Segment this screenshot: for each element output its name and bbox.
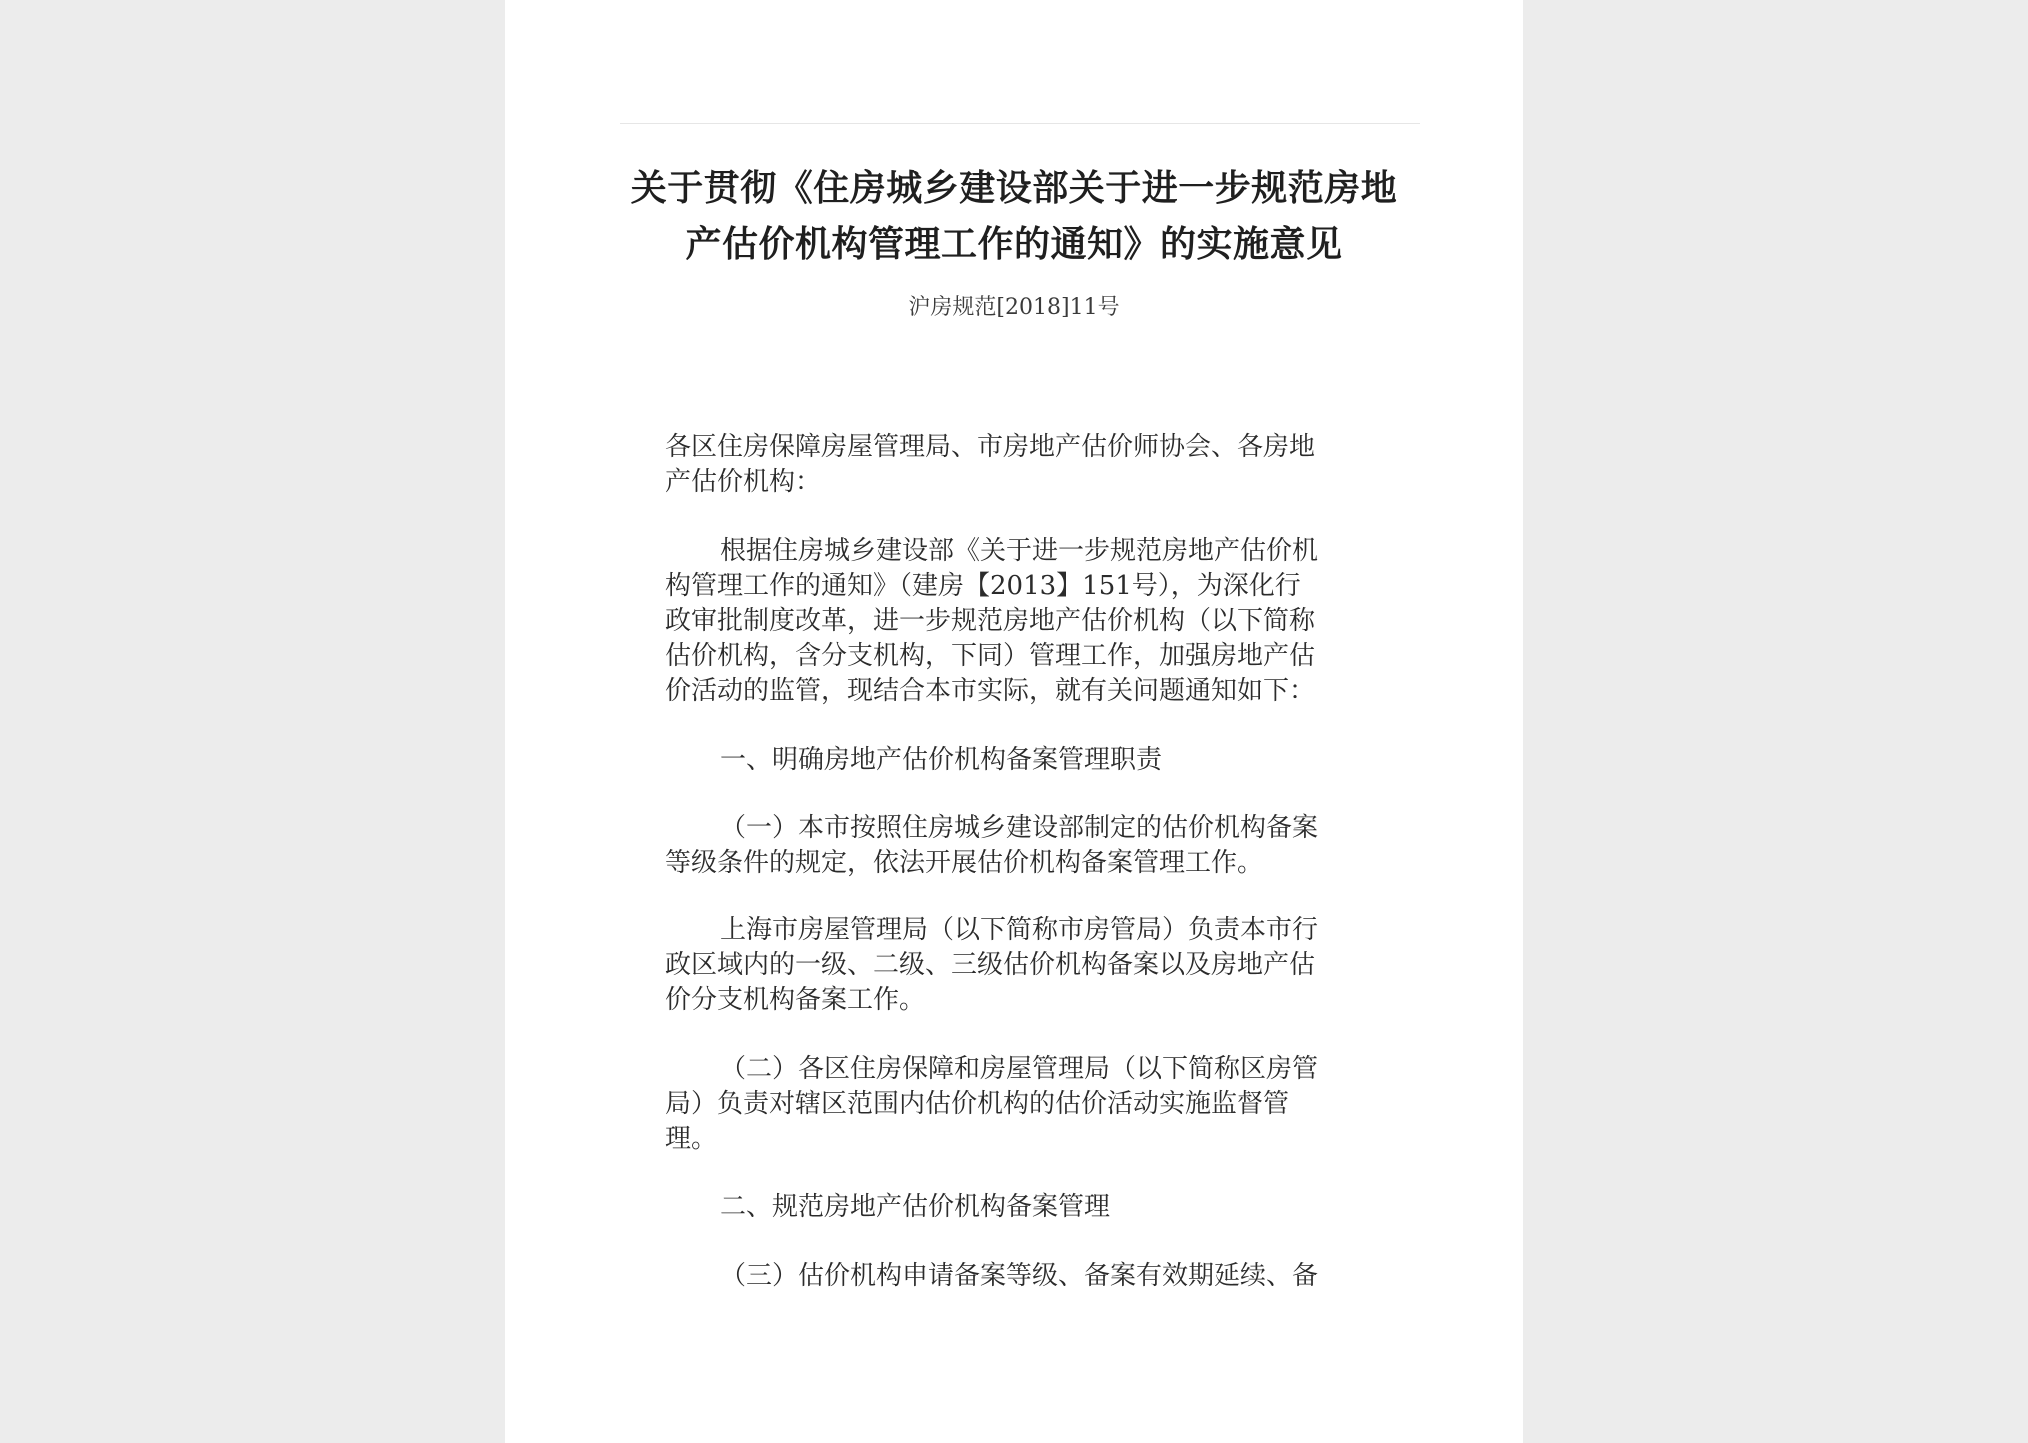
document-title: [605, 160, 1423, 272]
paragraph-item-3: [665, 1259, 1355, 1294]
paragraph-item-1: [665, 811, 1355, 881]
text-line: 政区域内的一级、二级、三级估价机构备案以及房地产估: [665, 950, 1316, 980]
text-line: 上海市房屋管理局（以下简称市房管局）负责本市行: [720, 915, 1319, 945]
title-line: 关于贯彻《住房城乡建设部关于进一步规范房地: [630, 167, 1398, 209]
text-line: 局）负责对辖区范围内估价机构的估价活动实施监督管: [665, 1089, 1290, 1119]
header-rule: [620, 123, 1420, 124]
text-line: 等级条件的规定，依法开展估价机构备案管理工作。: [665, 848, 1264, 878]
text-line: 构管理工作的通知》（建房【2013】151号），为深化行: [665, 571, 1301, 601]
paragraph-item-2: [665, 1052, 1355, 1157]
title-line: 产估价机构管理工作的通知》的实施意见: [685, 223, 1343, 265]
text-line: 政审批制度改革，进一步规范房地产估价机构（以下简称: [665, 606, 1316, 636]
paragraph-city-bureau: [665, 913, 1355, 1018]
document-number: 沪房规范[2018]11号: [908, 295, 1120, 320]
section-heading-1: [665, 743, 1355, 778]
text-line: 价活动的监管，现结合本市实际，就有关问题通知如下：: [665, 676, 1316, 706]
text-line: （三）估价机构申请备案等级、备案有效期延续、备: [720, 1261, 1319, 1291]
text-line: 二、规范房地产估价机构备案管理: [720, 1192, 1111, 1222]
text-line: 一、明确房地产估价机构备案管理职责: [720, 745, 1163, 775]
text-line: 产估价机构：: [665, 467, 822, 497]
text-line: 价分支机构备案工作。: [665, 985, 926, 1015]
text-line: 根据住房城乡建设部《关于进一步规范房地产估价机: [720, 536, 1319, 566]
paragraph-preamble: [665, 534, 1355, 709]
text-line: 理。: [665, 1124, 718, 1154]
text-line: （二）各区住房保障和房屋管理局（以下简称区房管: [720, 1054, 1319, 1084]
text-line: 各区住房保障房屋管理局、市房地产估价师协会、各房地: [665, 432, 1316, 462]
text-line: 估价机构，含分支机构，下同）管理工作，加强房地产估: [665, 641, 1316, 671]
text-line: （一）本市按照住房城乡建设部制定的估价机构备案: [720, 813, 1319, 843]
paragraph-addressees: [665, 430, 1355, 500]
section-heading-2: [665, 1190, 1355, 1225]
document-page: [505, 0, 1523, 1443]
